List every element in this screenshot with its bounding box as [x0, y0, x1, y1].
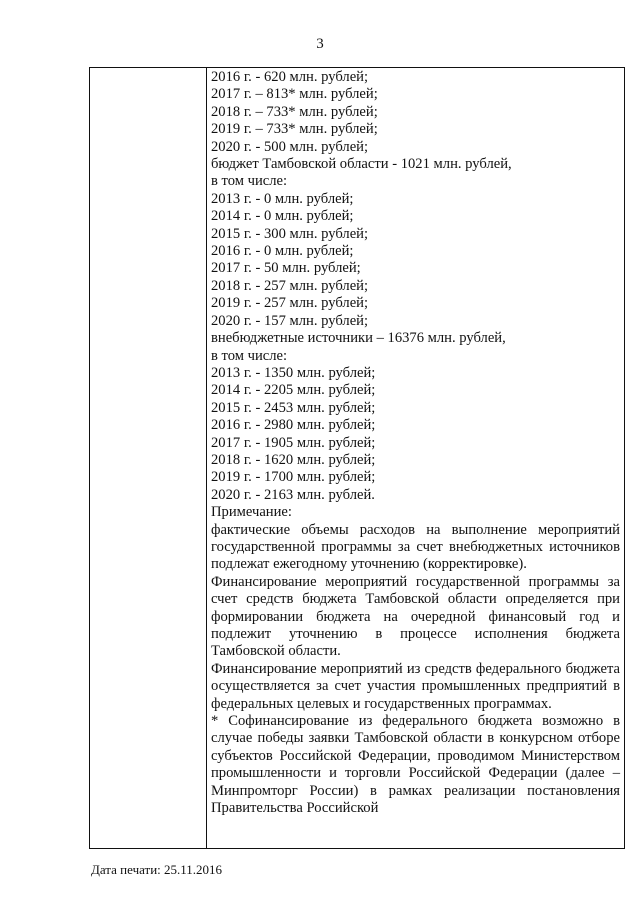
funding-line: 2019 г. - 257 млн. рублей;	[211, 295, 369, 312]
note-paragraph: фактические объемы расходов на выполнение мероприятий государственной программы за счет внебюджетных источников подлежат ежегодному уточнению (корректировке).	[211, 521, 620, 573]
funding-line: 2016 г. - 0 млн. рублей;	[211, 243, 354, 260]
funding-line: 2017 г. - 50 млн. рублей;	[211, 260, 361, 277]
funding-line: в том числе:	[211, 173, 288, 190]
note-heading: Примечание:	[211, 504, 292, 521]
print-date: Дата печати: 25.11.2016	[91, 862, 223, 877]
funding-line: 2016 г. - 620 млн. рублей;	[211, 69, 369, 85]
funding-line: внебюджетные источники – 16376 млн. рублей,	[211, 330, 506, 347]
funding-line: 2015 г. - 2453 млн. рублей;	[211, 399, 376, 416]
funding-line: 2015 г. - 300 млн. рублей;	[211, 225, 369, 242]
funding-line: 2014 г. - 0 млн. рублей;	[211, 208, 354, 225]
funding-line: 2018 г. - 1620 млн. рублей;	[211, 451, 376, 468]
funding-line: бюджет Тамбовской области - 1021 млн. рублей,	[211, 156, 512, 173]
funding-line: 2020 г. - 500 млн. рублей;	[211, 138, 369, 155]
funding-line: в том числе:	[211, 347, 288, 364]
page-number: 3	[316, 36, 324, 52]
funding-line: 2017 г. - 1905 млн. рублей;	[211, 434, 376, 451]
funding-line: 2020 г. - 157 млн. рублей;	[211, 312, 369, 329]
table-right-column	[207, 68, 624, 848]
funding-line: 2013 г. - 0 млн. рублей;	[211, 190, 354, 207]
funding-line: 2020 г. - 2163 млн. рублей.	[211, 486, 375, 503]
funding-line: 2016 г. - 2980 млн. рублей;	[211, 417, 376, 434]
funding-line: 2018 г. - 257 млн. рублей;	[211, 277, 369, 294]
note-paragraph: Финансирование мероприятий из средств федерального бюджета осуществляется за счет участия промышленных предприятий в федеральных целевых и государственных программах.	[211, 660, 620, 712]
table-left-column	[90, 68, 207, 848]
funding-line: 2019 г. – 733* млн. рублей;	[211, 121, 378, 138]
note-paragraph: Финансирование мероприятий государственной программы за счет средств бюджета Тамбовской области определяется при формировании бюджета на очередной финансовый год и подлежит уточнению в процессе исполнения бюджета Тамбовской области.	[211, 573, 620, 660]
funding-line: 2017 г. – 813* млн. рублей;	[211, 86, 378, 103]
note-paragraph: * Софинансирование из федерального бюджета возможно в случае победы заявки Тамбовской области в конкурсном отборе субъектов Российской Федерации, проводимом Министерством промышленности и торговли Российской Федерации (далее – Минпромторг России) в рамках реализации постановления Правительства Российской	[211, 713, 620, 817]
funding-line: 2018 г. – 733* млн. рублей;	[211, 103, 378, 120]
funding-line: 2013 г. - 1350 млн. рублей;	[211, 364, 376, 381]
program-table	[89, 67, 625, 849]
funding-line: 2019 г. - 1700 млн. рублей;	[211, 469, 376, 486]
funding-line: 2014 г. - 2205 млн. рублей;	[211, 382, 376, 399]
